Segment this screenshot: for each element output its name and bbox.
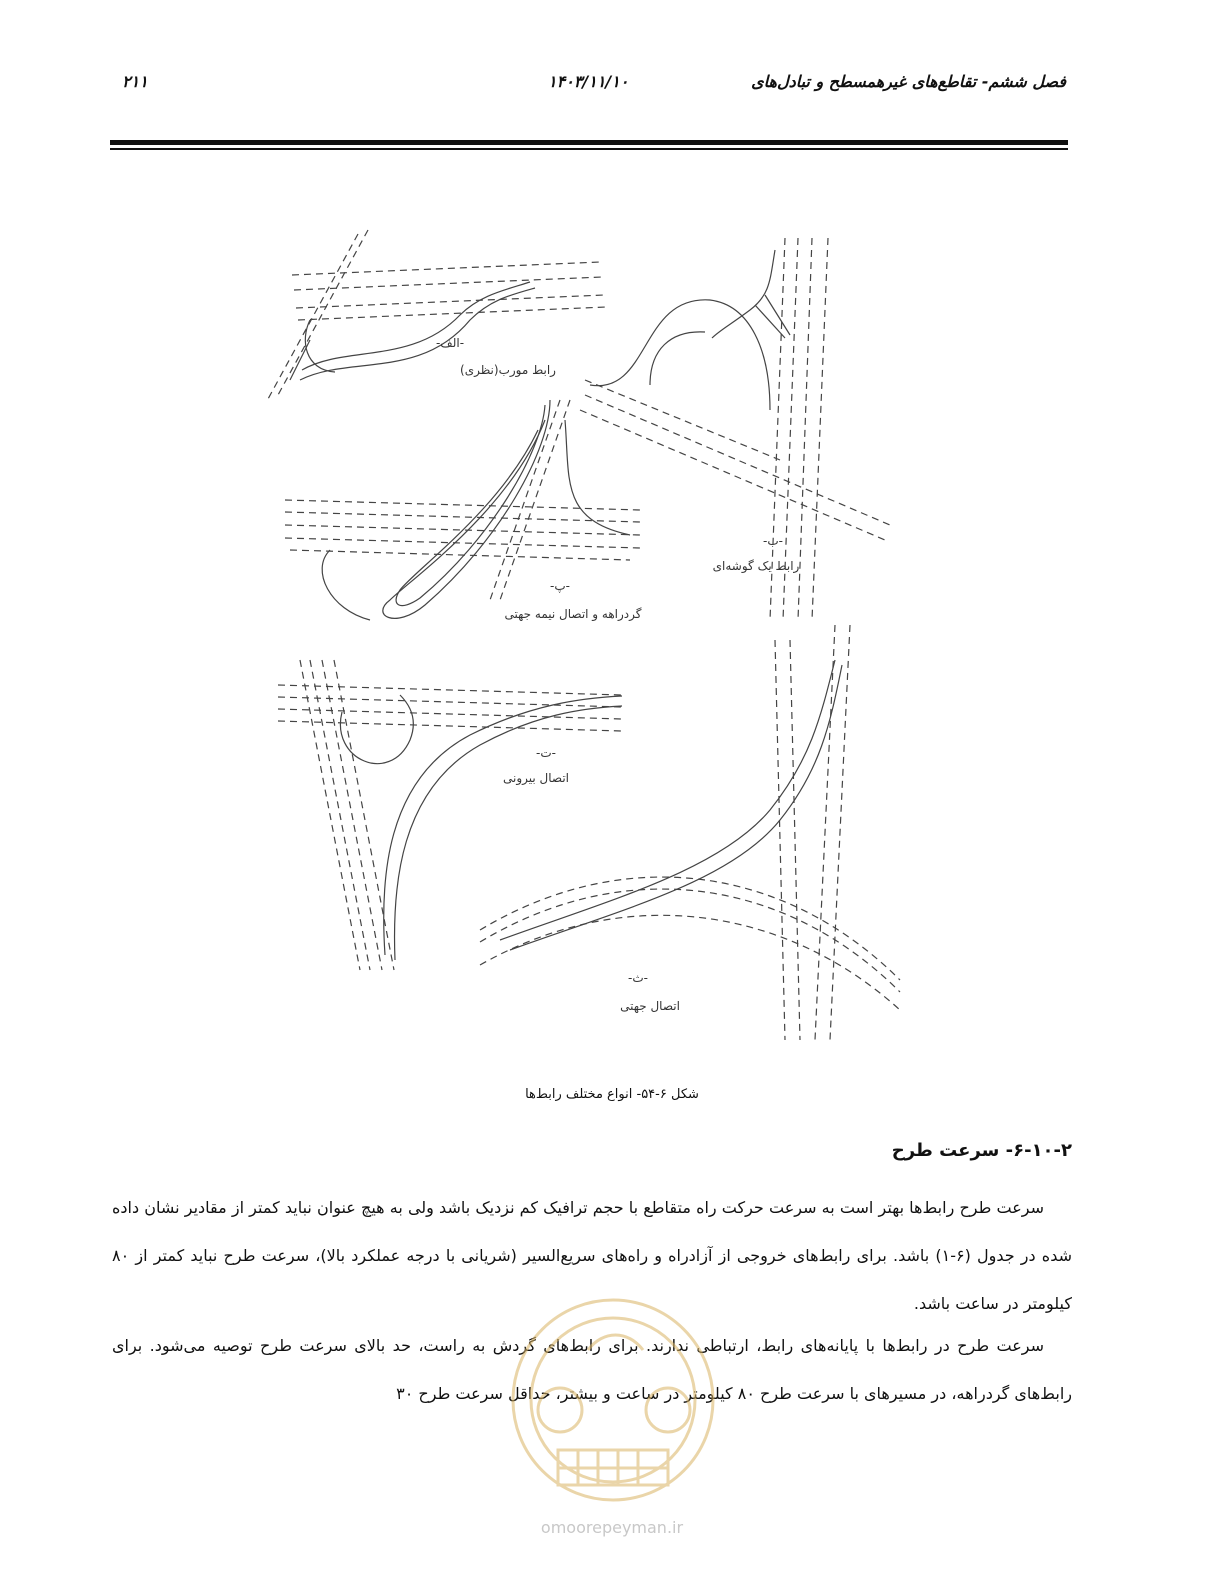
label-b-name: رابط یک گوشه‌ای [712, 559, 800, 573]
label-a-name: رابط مورب(نظری) [460, 363, 556, 377]
diagram-p-loop-semi-directional [285, 400, 640, 600]
label-a-letter: -الف- [435, 336, 465, 350]
label-p-letter: -پ- [550, 579, 570, 593]
diagram-t-outer-connection [278, 660, 622, 970]
diagram-s-directional-ramp [500, 660, 835, 940]
label-s-letter: -ث- [628, 971, 648, 985]
diagram-t-outer-ramp [384, 696, 622, 955]
section-heading: ۶-۱۰-۲- سرعت طرح [891, 1140, 1072, 1161]
label-t-name: اتصال بیرونی [503, 771, 569, 785]
figure-caption: شکل ۶-۵۴- انواع مختلف رابط‌ها [525, 1087, 699, 1102]
ramp-types-figure [250, 220, 930, 1060]
watermark-site: omoorepeyman.ir [540, 1518, 684, 1537]
header-date: ۱۴۰۳/۱۱/۱۰ [548, 72, 629, 91]
page-number: ۲۱۱ [122, 72, 148, 91]
header-rule-thin [110, 148, 1068, 150]
body-paragraph-1: سرعت طرح رابط‌ها بهتر است به سرعت حرکت راه متقاطع با حجم ترافیک کم نزدیک باشد ولی به هیچ عنوان نباید کمتر از مقادیر نشان داده شده در جدول (۶-۱) باشد. برای رابط‌های خروجی از آزادراه و راه‌های سریع‌السیر (شریانی با درجه عملکرد بالا)، سرعت طرح نباید کمتر از ۸۰ کیلومتر در ساعت باشد. [112, 1198, 1072, 1313]
label-s-name: اتصال جهتی [620, 999, 680, 1013]
label-p-name: گردراهه و اتصال نیمه جهتی [504, 607, 642, 621]
header-rule-thick [110, 140, 1068, 145]
diagram-p-loop [383, 400, 550, 618]
label-t-letter: -ت- [536, 746, 556, 760]
chapter-title: فصل ششم- تقاطع‌های غیرهمسطح و تبادل‌های [751, 72, 1066, 91]
label-b-letter: -ب- [763, 534, 783, 548]
body-paragraph-2: سرعت طرح در رابط‌ها با پایانه‌های رابط، ارتباطی ندارند. برای رابط‌های گردش به راست، حد بالای سرعت طرح توصیه می‌شود. برای رابط‌های گردراهه، در مسیرهای با سرعت طرح ۸۰ کیلومتر در ساعت و بیشتر، حداقل سرعت طرح ۳۰ [112, 1336, 1072, 1403]
publisher-seal-watermark [488, 1290, 738, 1510]
